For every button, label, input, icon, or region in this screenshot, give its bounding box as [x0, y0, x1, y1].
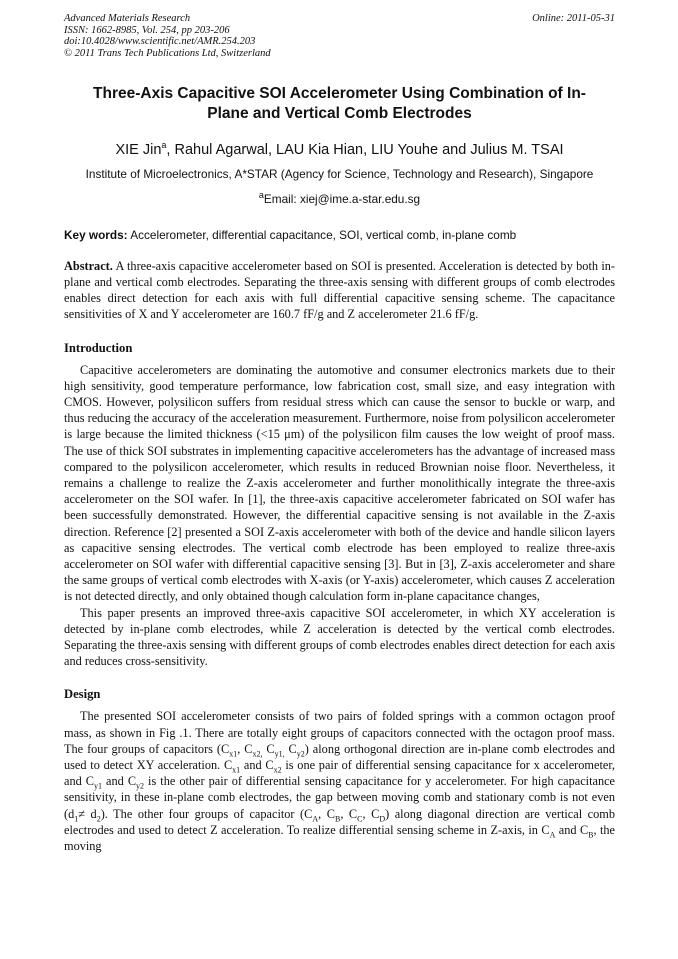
online-date: Online: 2011-05-31	[532, 13, 615, 24]
intro-paragraph-1: Capacitive accelerometers are dominating the automotive and consumer electronics markets due to their high sensitivity, good temperature performance, low fabrication cost, small size, and easy integration with CMOS. However, polysilicon suffers from residual stress which can cause the sensor to buckle or warp, and thus reducing the accuracy of the acceleration measurement. Furthermore, noise from polysilicon accelerometer is large because the limited thickness (<15 μm) of the polysilicon film causes the low weight of proof mass. The use of thick SOI substrates in implementing capacitive accelerometers has the advantage of increased mass compared to the polysilicon accelerometer, which results in reduced Brownian noise floor. Nevertheless, it remains a challenge to realize the Z-axis accelerometer and further monolithically integrate the three-axis accelerometer on the SOI wafer. In [1], the three-axis capacitive accelerometer fabricated on SOI wafer has been successfully demonstrated. However, the differential capacitive sensing is not available in the Z-axis direction. Reference [2] presented a SOI Z-axis accelerometer with both of the device and handle silicon layers as capacitive sensing electrodes. The vertical comb electrode has been employed to realize three-axis accelerometer on SOI wafer with differential capacitive sensing [3]. But in [3], Z-axis accelerometer and share the same groups of vertical comb electrodes with X-axis (or Y-axis) accelerometer, which causes Z acceleration is not detected directly, and only obtained though calculation form in-plane capacitance changes,	[64, 362, 615, 604]
abstract	[64, 258, 615, 323]
author-superscript: a	[161, 140, 167, 150]
issn-line: ISSN: 1662-8985, Vol. 254, pp 203-206	[64, 24, 230, 36]
keywords-label: Key words:	[64, 227, 128, 242]
email-address[interactable]: Email: xiej@ime.a-star.edu.sg	[263, 191, 421, 206]
paper-page	[64, 13, 615, 854]
abstract-text: A three-axis capacitive accelerometer based on SOI is presented. Acceleration is detected by both in-plane and vertical comb electrodes. Separating the three-axis sensing with different groups of comb electrodes enables direct detection for each axis with full differential capacitive sensing scheme. The capacitance sensitivities of X and Y accelerometer are 160.7 fF/g and Z accelerometer 21.6 fF/g.	[64, 258, 615, 322]
design-paragraph-1: The presented SOI accelerometer consists of two pairs of folded springs with a common octagon proof mass, as shown in Fig .1. There are totally eight groups of capacitors connected with the octagon proof mass. The four groups of capacitors ($C_{x1}$, $C_{x2,}$ $C_{y1,}$ $C_{y2}$) along orthogonal direction are in-plane comb electrodes and used to detect XY acceleration. $C_{x1}$ and $C_{x2}$ is one pair of differential sensing capacitance for x accelerometer, and $C_{y1}$ and $C_{y2}$ is the other pair of differential sensing capacitance for y accelerometer. For high capacitance sensitivity, in these in-plane comb electrodes, the gap between moving comb and stationary comb is not even $(d_1\ne d_2)$. The other four groups of capacitor ($C_A$, $C_B$, $C_C$, $C_D$) along diagonal direction are vertical comb electrodes and used to detect Z acceleration. To realize differential sensing scheme in Z-axis, in $C_A$ and $C_B$, the moving	[64, 709, 616, 854]
paper-title: Three-Axis Capacitive SOI Accelerometer Using Combination of In-Plane and Vertical Comb Electrodes	[93, 85, 586, 122]
keywords	[64, 228, 615, 242]
journal-name: Advanced Materials Research	[64, 13, 191, 24]
email-line	[64, 188, 615, 206]
affiliation: Institute of Microelectronics, A*STAR (Agency for Science, Technology and Research), Singapore	[85, 166, 594, 181]
journal-header	[64, 13, 615, 59]
abstract-label: Abstract.	[64, 258, 113, 273]
design-heading: Design	[64, 687, 101, 702]
intro-paragraph-2: This paper presents an improved three-axis capacitive SOI accelerometer, in which XY acceleration is detected by in-plane comb electrodes, while Z acceleration is detected by the vertical comb electrodes. Separating the three-axis sensing with different groups of comb electrodes enables direct detection for each axis and reduces cross-sensitivity.	[64, 605, 615, 669]
introduction-heading: Introduction	[64, 340, 133, 355]
first-author: XIE Jin	[115, 141, 162, 158]
doi-line[interactable]: doi:10.4028/www.scientific.net/AMR.254.203	[64, 36, 256, 47]
email-superscript: a	[258, 189, 264, 200]
keywords-text: Accelerometer, differential capacitance, SOI, vertical comb, in-plane comb	[127, 227, 517, 242]
author-list	[64, 136, 615, 159]
copyright-line: © 2011 Trans Tech Publications Ltd, Switzerland	[64, 47, 271, 59]
other-authors: , Rahul Agarwal, LAU Kia Hian, LIU Youhe and Julius M. TSAI	[166, 141, 564, 158]
